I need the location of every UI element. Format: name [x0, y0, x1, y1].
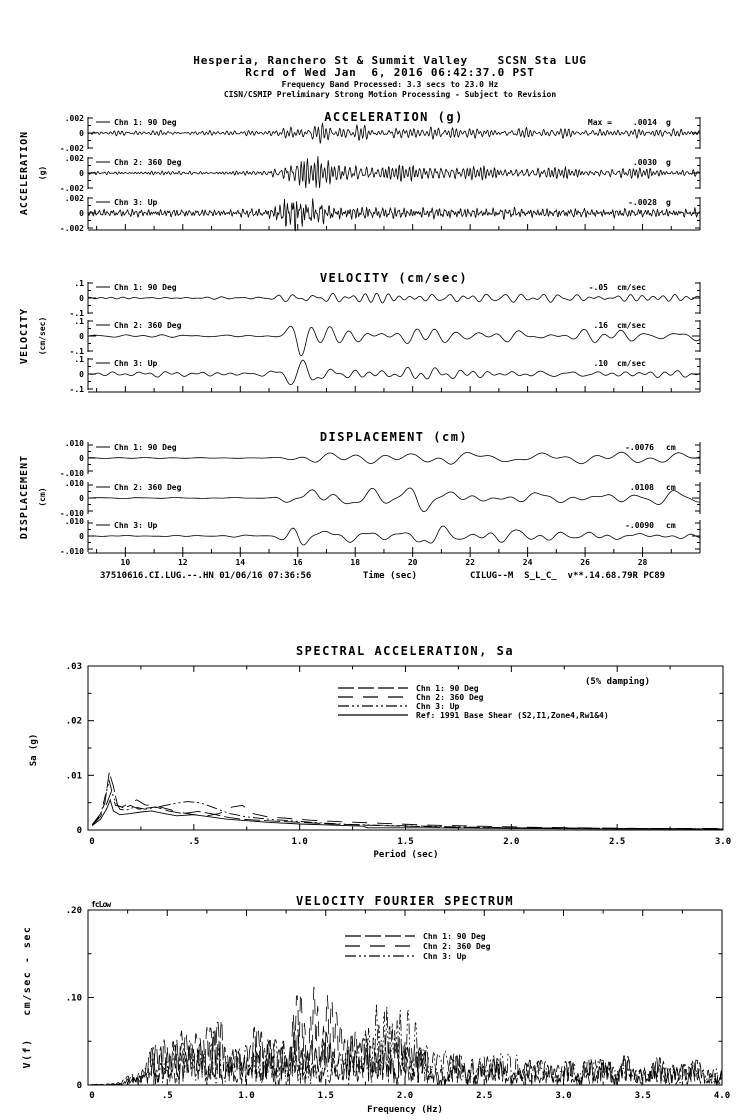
max-value: -.0090	[625, 521, 654, 530]
max-value: .10	[593, 359, 608, 368]
sa-y-tick-label: .03	[65, 662, 82, 672]
processing-notice: CISN/CSMIP Preliminary Strong Motion Processing - Subject to Revision	[223, 90, 557, 99]
max-units: g	[666, 158, 671, 167]
sa-y-axis-label: Sa (g)	[29, 733, 39, 767]
time-tick-label: 14	[235, 558, 246, 567]
max-value: -.05	[588, 283, 608, 292]
velocity-panel-title: VELOCITY (cm/sec)	[319, 271, 469, 285]
channel-label: Chn 3: Up	[114, 198, 158, 207]
fourier-x-tick-label: .5	[161, 1091, 173, 1101]
max-value: .0030	[632, 158, 657, 167]
amp-tick-label: 0	[79, 494, 84, 503]
amp-tick-label: -.1	[69, 385, 84, 394]
max-value: -.0028	[628, 198, 657, 207]
time-tick-label: 24	[522, 558, 533, 567]
max-value: .16	[593, 321, 608, 330]
sa-y-tick-label: .01	[65, 771, 82, 782]
amp-tick-label: -.002	[59, 144, 84, 153]
header	[193, 54, 586, 99]
channel-label: Chn 3: Up	[114, 521, 158, 530]
amp-tick-label: 0	[79, 370, 84, 379]
amp-tick-label: 0	[79, 532, 84, 541]
legend-label: Chn 1: 90 Deg	[416, 684, 479, 693]
channel-label: Chn 2: 360 Deg	[114, 158, 182, 167]
max-units: cm/sec	[617, 283, 646, 292]
amp-tick-label: -.010	[59, 469, 84, 478]
legend-label: Chn 1: 90 Deg	[423, 932, 486, 941]
channel-label: Chn 1: 90 Deg	[114, 283, 177, 292]
channel-label: Chn 1: 90 Deg	[114, 443, 177, 452]
fourier-y-tick-label: 0	[76, 1081, 82, 1091]
amp-tick-label: 0	[79, 129, 84, 138]
fc-low-corner-label: fcLow	[91, 900, 111, 909]
channel-label: Chn 3: Up	[114, 359, 158, 368]
acceleration-side-label: ACCELERATION	[19, 130, 30, 216]
sa-title: SPECTRAL ACCELERATION, Sa	[295, 644, 515, 658]
amp-tick-label: .1	[74, 355, 84, 364]
amp-tick-label: -.010	[59, 509, 84, 518]
max-units: cm	[666, 521, 676, 530]
max-units: g	[666, 198, 671, 207]
amp-tick-label: .010	[64, 439, 84, 448]
station-title: Hesperia, Ranchero St & Summit Valley SCSN Sta LUG	[193, 54, 587, 67]
amp-tick-label: 0	[79, 169, 84, 178]
amp-tick-label: .002	[64, 114, 84, 123]
max-units: g	[666, 118, 671, 127]
velocity-side-label: VELOCITY	[19, 307, 30, 365]
amp-tick-label: 0	[79, 332, 84, 341]
sa-y-tick-label: .02	[65, 716, 82, 727]
frequency-band-line: Frequency Band Processed: 3.3 secs to 23.0 Hz	[281, 80, 499, 89]
max-value: -.0076	[625, 443, 654, 452]
fourier-x-tick-label: 1.0	[238, 1091, 255, 1101]
amp-tick-label: -.010	[59, 547, 84, 556]
record-id-footer: 37510616.CI.LUG.--.HN 01/06/16 07:36:56	[100, 571, 312, 581]
amp-tick-label: .010	[64, 517, 84, 526]
amp-tick-label: .1	[74, 279, 84, 288]
legend-label: Chn 2: 360 Deg	[423, 942, 491, 951]
amp-tick-label: .1	[74, 317, 84, 326]
amp-tick-label: .010	[64, 479, 84, 488]
fourier-x-axis-label: Frequency (Hz)	[367, 1105, 443, 1115]
time-tick-label: 18	[350, 558, 361, 567]
max-value: .0108	[629, 483, 654, 492]
amp-tick-label: -.1	[69, 309, 84, 318]
channel-label: Chn 1: 90 Deg	[114, 118, 177, 127]
displacement-side-units: (cm)	[38, 487, 47, 507]
max-units: cm	[666, 483, 676, 492]
max-units: cm/sec	[617, 359, 646, 368]
max-units: cm/sec	[617, 321, 646, 330]
record-datetime: Rcrd of Wed Jan 6, 2016 06:42:37.0 PST	[245, 66, 535, 79]
time-tick-label: 12	[177, 558, 188, 567]
amp-tick-label: .002	[64, 194, 84, 203]
time-tick-label: 16	[292, 558, 303, 567]
fourier-x-tick-label: 1.5	[317, 1091, 334, 1101]
time-tick-label: 10	[120, 558, 131, 567]
displacement-panel-title: DISPLACEMENT (cm)	[319, 430, 469, 444]
time-axis-label: Time (sec)	[362, 571, 418, 581]
legend-label: Ref: 1991 Base Shear (S2,I1,Zone4,Rw1&4)	[416, 711, 609, 720]
sa-x-tick-label: 2.0	[503, 837, 520, 847]
sa-x-tick-label: 2.5	[609, 837, 626, 847]
displacement-side-label: DISPLACEMENT	[19, 454, 30, 540]
sa-x-tick-label: .5	[188, 837, 200, 847]
time-tick-label: 22	[465, 558, 475, 567]
acceleration-side-units: (g)	[38, 165, 47, 181]
fourier-x-tick-label: 0	[89, 1091, 95, 1101]
fourier-title: VELOCITY FOURIER SPECTRUM	[295, 894, 515, 908]
legend-label: Chn 3: Up	[416, 702, 460, 711]
max-units: cm	[666, 443, 676, 452]
channel-label: Chn 2: 360 Deg	[114, 321, 182, 330]
fourier-x-tick-label: 4.0	[713, 1091, 731, 1101]
amp-tick-label: -.1	[69, 347, 84, 356]
velocity-side-units: (cm/sec)	[38, 316, 47, 356]
channel-label: Chn 2: 360 Deg	[114, 483, 182, 492]
sa-x-tick-label: 3.0	[714, 837, 732, 847]
fourier-x-tick-label: 3.5	[634, 1091, 651, 1101]
legend-label: Chn 3: Up	[423, 952, 467, 961]
sa-x-tick-label: 0	[89, 837, 95, 847]
time-tick-label: 26	[580, 558, 590, 567]
max-value: .0014	[632, 118, 657, 127]
acceleration-panel-title: ACCELERATION (g)	[324, 110, 464, 124]
time-tick-label: 20	[407, 558, 418, 567]
amp-tick-label: 0	[79, 454, 84, 463]
sa-x-tick-label: 1.0	[291, 837, 308, 847]
fourier-y-tick-label: .10	[65, 993, 82, 1004]
amp-tick-label: -.002	[59, 224, 84, 233]
max-prefix: Max =	[587, 118, 612, 127]
fourier-y-tick-label: .20	[65, 906, 82, 916]
sa-x-axis-label: Period (sec)	[373, 850, 439, 860]
amp-tick-label: .002	[64, 154, 84, 163]
processing-id-footer: CILUG--M S_L_C_ v**.14.68.79R PC89	[470, 571, 666, 581]
fourier-x-tick-label: 2.0	[396, 1091, 414, 1101]
legend-label: Chn 2: 360 Deg	[416, 693, 484, 702]
amp-tick-label: 0	[79, 209, 84, 218]
amp-tick-label: 0	[79, 294, 84, 303]
fourier-x-tick-label: 3.0	[555, 1091, 572, 1101]
amp-tick-label: -.002	[59, 184, 84, 193]
time-tick-label: 28	[637, 558, 648, 567]
fourier-y-axis-label: V(f) cm/sec - sec	[22, 925, 33, 1069]
damping-annotation: (5% damping)	[584, 677, 650, 687]
sa-y-tick-label: 0	[76, 826, 82, 836]
sa-x-tick-label: 1.5	[397, 837, 414, 847]
fourier-x-tick-label: 2.5	[476, 1091, 493, 1101]
